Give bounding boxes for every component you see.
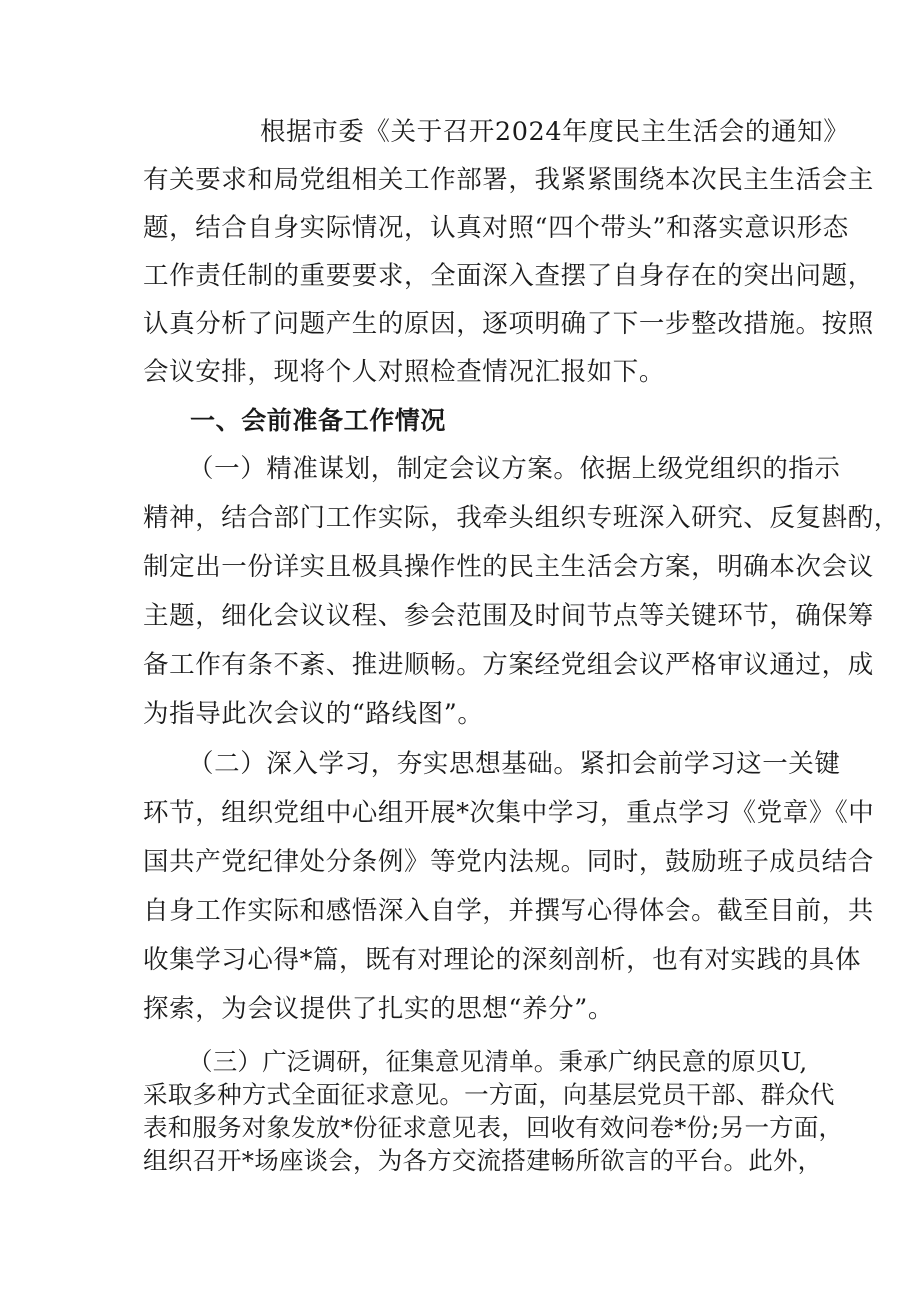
item-1-line-6: 为指导此次会议的“路线图”。 [143, 699, 484, 729]
intro-line-6: 会议安排，现将个人对照检查情况汇报如下。 [143, 357, 666, 387]
intro-line-3: 题，结合自身实际情况，认真对照“四个带头”和落实意识形态 [143, 213, 849, 243]
intro-line-1: 根据市委《关于召开2024年度民主生活会的通知》 [260, 117, 850, 147]
item-2-line-3: 国共产党纪律处分条例》等党内法规。同时，鼓励班子成员结合 [143, 847, 874, 877]
item-1-line-5: 备工作有条不紊、推进顺畅。方案经党组会议严格审议通过，成 [143, 650, 874, 680]
item-2-line-5: 收集学习心得*篇，既有对理论的深刻剖析，也有对实践的具体 [143, 945, 862, 975]
item-3-line-2: 采取多种方式全面征求意见。一方面，向基层党员干部、群众代 [143, 1080, 835, 1109]
item-2-line-2: 环节，组织党组中心组开展*次集中学习，重点学习《党章》《中 [143, 798, 875, 828]
item-1-line-3: 制定出一份详实且极具操作性的民主生活会方案，明确本次会议 [143, 552, 874, 582]
section-heading: 一、会前准备工作情况 [190, 406, 447, 435]
intro-line-4: 工作责任制的重要要求，全面深入查摆了自身存在的突出问题， [143, 261, 874, 291]
item-1-line-4: 主题，细化会议议程、参会范围及时间节点等关键环节，确保筹 [143, 601, 874, 631]
intro-line-5: 认真分析了问题产生的原因，逐项明确了下一步整改措施。按照 [143, 309, 874, 339]
item-2-line-4: 自身工作实际和感悟深入自学，并撰写心得体会。截至目前，共 [143, 896, 874, 926]
item-1-line-2: 精神，结合部门工作实际，我牵头组织专班深入研究、反复斟酌， [143, 503, 900, 533]
item-1-line-1: （一）精准谋划，制定会议方案。依据上级党组织的指示 [188, 454, 841, 484]
item-3-line-4: 组织召开*场座谈会，为各方交流搭建畅所欲言的平台。此外， [143, 1146, 823, 1175]
item-3-line-3: 表和服务对象发放*份征求意见表，回收有效问卷*份;另一方面， [143, 1113, 844, 1142]
intro-line-2: 有关要求和局党组相关工作部署，我紧紧围绕本次民主生活会主 [143, 165, 874, 195]
item-2-line-6: 探索，为会议提供了扎实的思想“养分”。 [143, 994, 614, 1024]
item-3-line-1: （三）广泛调研，征集意见清单。秉承广纳民意的原贝U, [188, 1047, 808, 1076]
item-2-line-1: （二）深入学习，夯实思想基础。紧扣会前学习这一关键 [188, 749, 841, 779]
